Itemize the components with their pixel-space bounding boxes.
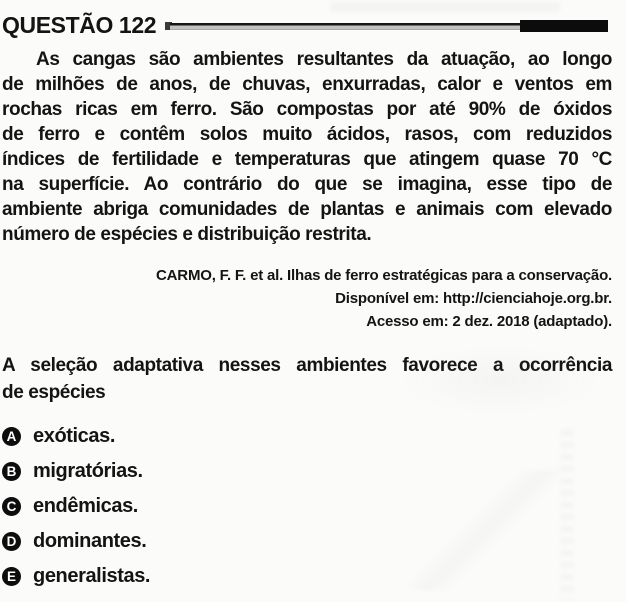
answer-option-d <box>2 524 612 559</box>
passage-line: de ferro e contêm solos muito ácidos, rasos, com reduzidos <box>2 124 612 145</box>
bleedthrough-ghost <box>330 2 560 12</box>
passage-line: rochas ricas em ferro. São compostas por até 90% de óxidos <box>2 99 612 120</box>
option-letter-badge: A <box>2 427 21 446</box>
passage-text <box>2 47 612 247</box>
passage-line: índices de fertilidade e temperaturas que atingem quase 70 °C <box>2 149 612 170</box>
citation-line-url: Disponível em: http://cienciahoje.org.br. <box>335 290 612 307</box>
answer-option-a <box>2 419 612 454</box>
stem-line: A seleção adaptativa nesses ambientes favorece a ocorrência <box>2 355 612 376</box>
header-rule <box>165 20 612 33</box>
answer-options <box>2 419 612 594</box>
citation-line-author-title: CARMO, F. F. et al. Ilhas de ferro estratégicas para a conservação. <box>156 267 612 284</box>
option-label: dominantes. <box>33 530 147 552</box>
option-letter-badge: C <box>2 497 21 516</box>
option-label: endêmicas. <box>33 495 138 517</box>
source-citation <box>2 264 612 333</box>
passage-line: na superfície. Ao contrário do que se imagina, esse tipo de <box>2 174 612 195</box>
option-label: exóticas. <box>33 425 116 447</box>
option-letter-badge: D <box>2 532 21 551</box>
stem-line: de espécies <box>2 382 106 403</box>
option-letter-badge: E <box>2 567 21 586</box>
question-stem <box>2 352 612 406</box>
passage-line: ambiente abriga comunidades de plantas e animais com elevado <box>2 199 612 220</box>
passage-line: de milhões de anos, de chuvas, enxurradas, calor e ventos em <box>2 74 612 95</box>
answer-option-e <box>2 559 612 594</box>
question-header <box>2 13 612 37</box>
option-label: migratórias. <box>33 460 143 482</box>
option-letter-badge: B <box>2 462 21 481</box>
passage-line: As cangas são ambientes resultantes da atuação, ao longo <box>36 49 612 70</box>
passage-line: número de espécies e distribuição restrita. <box>2 224 372 245</box>
question-number: QUESTÃO 122 <box>2 12 157 38</box>
option-label: generalistas. <box>33 565 151 587</box>
header-rule-black-segment <box>520 20 608 32</box>
answer-option-b <box>2 454 612 489</box>
answer-option-c <box>2 489 612 524</box>
header-rule-gray-segment <box>170 23 524 30</box>
citation-line-access-date: Acesso em: 2 dez. 2018 (adaptado). <box>366 313 612 330</box>
